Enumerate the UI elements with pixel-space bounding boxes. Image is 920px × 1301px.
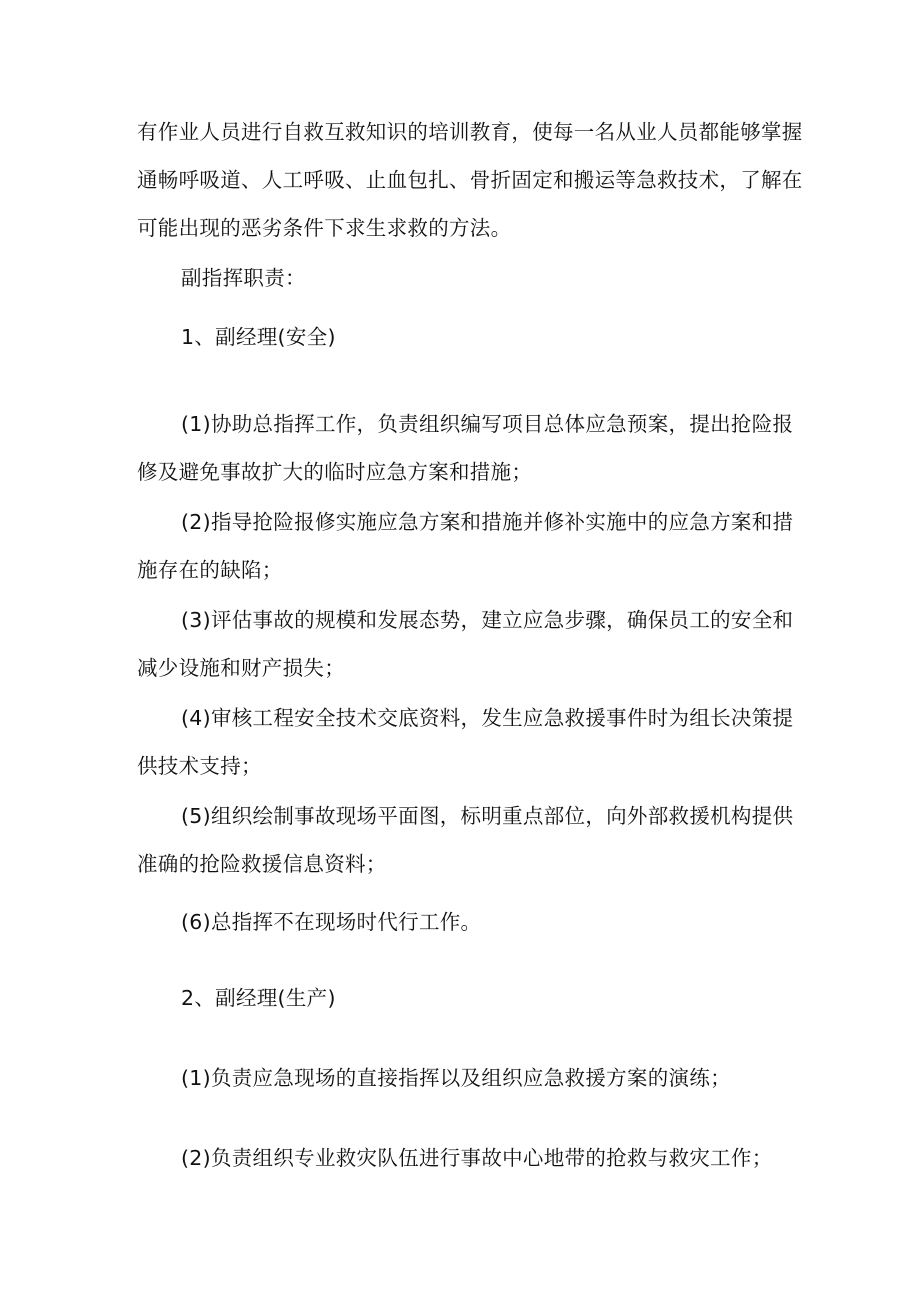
safety-item-2-line-1: (2)指导抢险报修实施应急方案和措施并修补实施中的应急方案和措	[181, 510, 794, 534]
subsection-title-production: 2、副经理(生产)	[181, 986, 336, 1010]
safety-item-3-line-1: (3)评估事故的规模和发展态势，建立应急步骤，确保员工的安全和	[181, 608, 794, 632]
subsection-title-safety: 1、副经理(安全)	[181, 325, 336, 349]
safety-item-1-line-1: (1)协助总指挥工作，负责组织编写项目总体应急预案，提出抢险报	[181, 412, 794, 436]
safety-item-1-line-2: 修及避免事故扩大的临时应急方案和措施；	[137, 460, 533, 484]
production-item-2: (2)负责组织专业救灾队伍进行事故中心地带的抢救与救灾工作；	[181, 1146, 773, 1170]
safety-item-5-line-2: 准确的抢险救援信息资料；	[137, 852, 387, 876]
safety-item-3-line-2: 减少设施和财产损失；	[137, 656, 345, 680]
safety-item-4-line-2: 供技术支持；	[137, 754, 262, 778]
safety-item-4-line-1: (4)审核工程安全技术交底资料，发生应急救援事件时为组长决策提	[181, 706, 794, 730]
intro-line-3: 可能出现的恶劣条件下求生求救的方法。	[137, 216, 512, 240]
intro-line-2: 通畅呼吸道、人工呼吸、止血包扎、骨折固定和搬运等急救技术，了解在	[137, 168, 803, 192]
safety-item-5-line-1: (5)组织绘制事故现场平面图，标明重点部位，向外部救援机构提供	[181, 804, 794, 828]
intro-line-1: 有作业人员进行自救互救知识的培训教育，使每一名从业人员都能够掌握	[137, 120, 803, 144]
safety-item-6: (6)总指挥不在现场时代行工作。	[181, 910, 482, 934]
production-item-1: (1)负责应急现场的直接指挥以及组织应急救援方案的演练；	[181, 1066, 731, 1090]
section-heading: 副指挥职责：	[181, 266, 306, 290]
safety-item-2-line-2: 施存在的缺陷；	[137, 558, 283, 582]
